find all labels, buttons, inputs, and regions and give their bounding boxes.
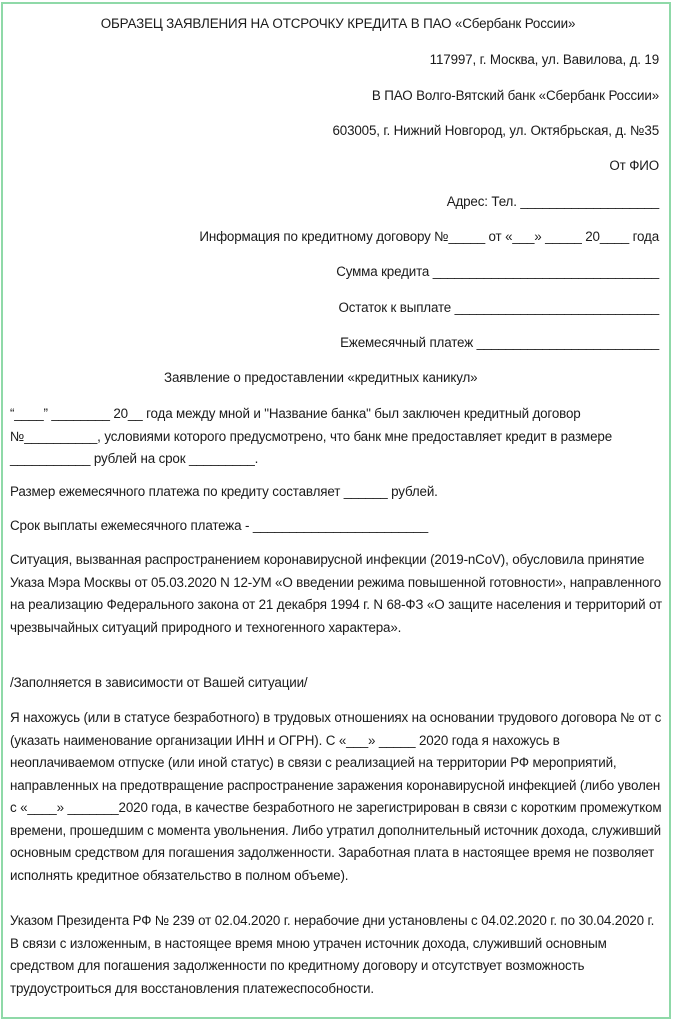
contract-paragraph [10, 403, 662, 471]
situation-paragraph [10, 549, 662, 639]
from-name: От ФИО [609, 158, 659, 173]
paragraph-text: Размер ежемесячного платежа по кредиту составляет ______ рублей. [10, 484, 438, 499]
monthly-payment: Ежемесячный платеж _________________________ [340, 335, 659, 350]
paragraph-text: Я нахожусь (или в статусе безработного) в трудовых отношениях на основании трудового договора № от с (указать наименование организации ИНН и ОГРН). С «___» _____ 2020 года я нахожусь в неоплачиваемом отпуске (или иной статус) в связи с реализацией на территории РФ мероприятий, направленных на предотвращение распространение заражения коронавирусной инфекцией (либо уволен с «____» _______2020 года, в качестве безработного не зарегистрирован в связи с коротким промежутком времени, прошедшим с момента увольнения. Либо утратил дополнительный источник дохода, служивший основным средством для погашения задолженности. Заработная плата в настоящее время не позволяет исполнять кредитное обязательство в полном объеме). [10, 710, 662, 883]
loan-amount: Сумма кредита _______________________________ [336, 264, 659, 279]
address-phone: Адрес: Тел. ___________________ [446, 194, 659, 209]
decree-paragraph [10, 910, 662, 1000]
contract-info: Информация по кредитному договору №_____ от «___» _____ 20____ года [199, 229, 659, 244]
recipient: В ПАО Волго-Вятский банк «Сбербанк России» [371, 88, 659, 103]
fill-note [10, 672, 662, 695]
paragraph-text: /Заполняется в зависимости от Вашей ситуации/ [10, 675, 308, 690]
paragraph-text: “____” ________ 20__ года между мной и "Название банка" был заключен кредитный договор №__________, условиями которого предусмотрено, что банк мне предоставляет кредит в размере ___________ рублей на срок _________. [10, 406, 613, 466]
paragraph-text: Ситуация, вызванная распространением коронавирусной инфекции (2019-nCoV), обусловила принятие Указа Мэра Москвы от 05.03.2020 N 12-УМ «О введении режима повышенной готовности», направленного на реализацию Федерального закона от 21 декабря 1994 г. N 68-ФЗ «О защите населения и территорий от чрезвычайных ситуаций природного и техногенного характера». [10, 552, 662, 635]
paragraph-text: Указом Президента РФ № 239 от 02.04.2020 г. нерабочие дни установлены с 04.02.2020 г. по 30.04.2020 г. В связи с изложенным, в настоящее время мною утрачен источник дохода, служивший основным средством для погашения задолженности по кредитному договору и отсутствует возможность трудоустроиться для восстановления платежеспособности. [10, 913, 655, 996]
employment-paragraph [10, 707, 662, 887]
branch-address: 603005, г. Нижний Новгород, ул. Октябрьская, д. №35 [332, 123, 659, 138]
bank-address: 117997, г. Москва, ул. Вавилова, д. 19 [429, 52, 659, 67]
monthly-payment-paragraph [10, 481, 662, 504]
payment-term-paragraph [10, 515, 662, 538]
remaining-balance: Остаток к выплате ____________________________ [338, 300, 659, 315]
paragraph-text: Срок выплаты ежемесячного платежа - ________________________ [10, 518, 428, 533]
subject-line: Заявление о предоставлении «кредитных каникул» [164, 370, 478, 385]
document-title: ОБРАЗЕЦ ЗАЯВЛЕНИЯ НА ОТСРОЧКУ КРЕДИТА В ПАО «Сбербанк России» [100, 16, 576, 31]
